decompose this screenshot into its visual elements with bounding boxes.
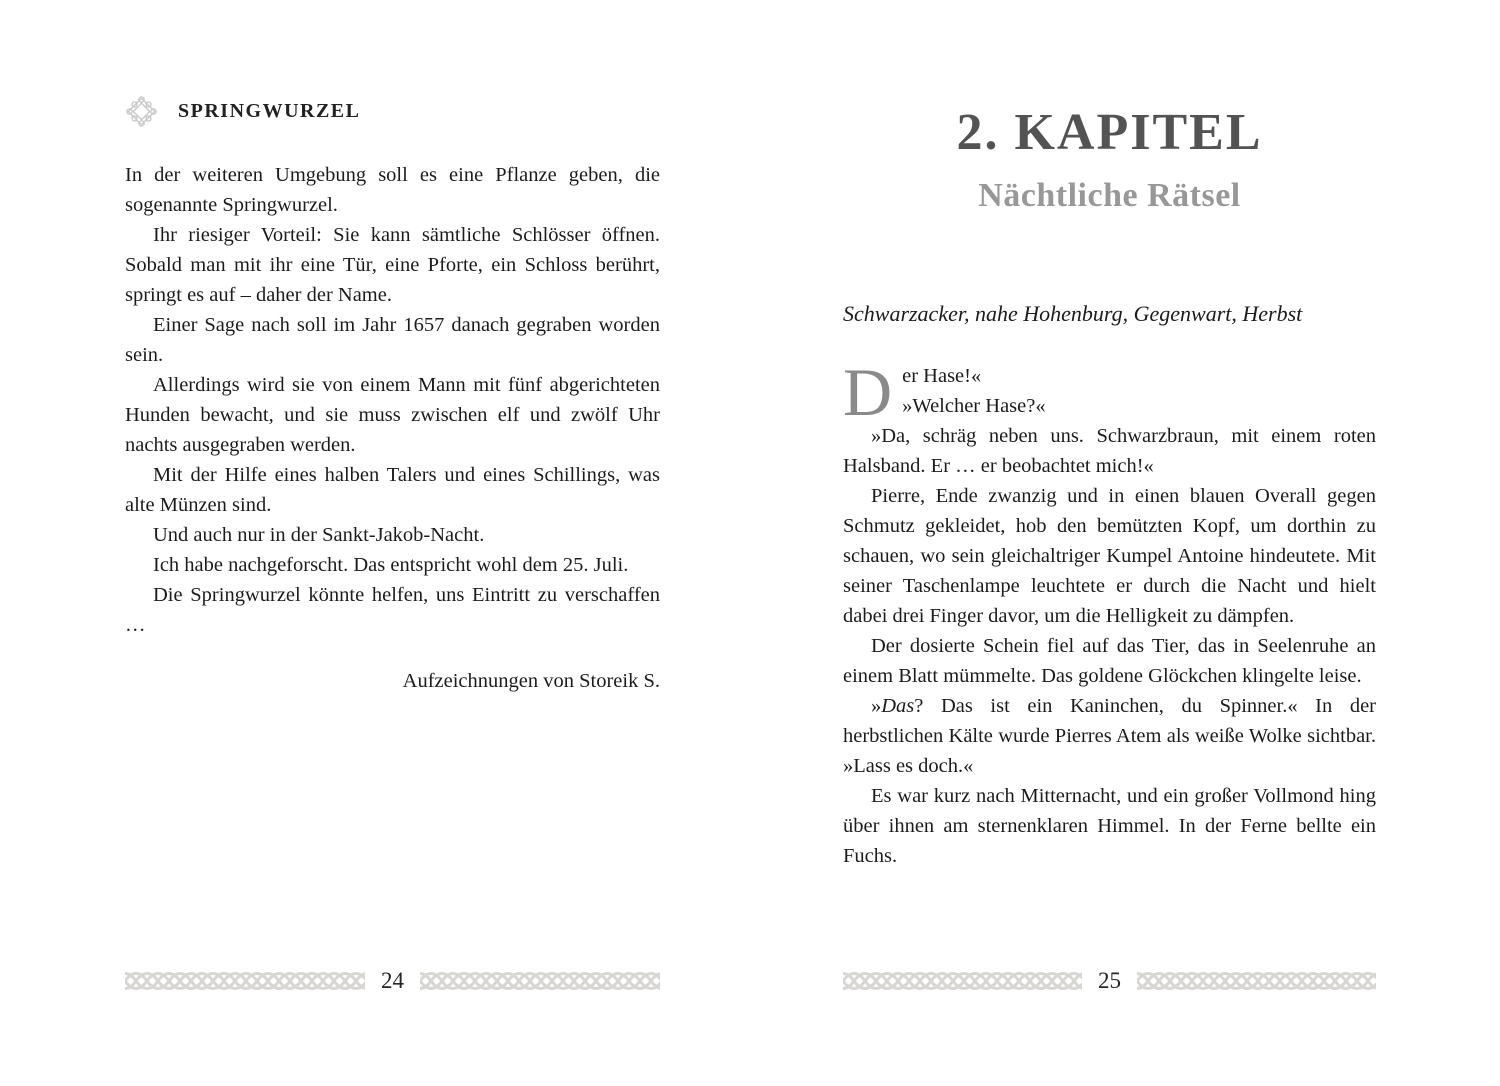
- opening-line-1: er Hase!«: [902, 365, 982, 388]
- right-page: [843, 0, 1376, 1086]
- paragraph: Ihr riesiger Vorteil: Sie kann sämtliche Schlösser öffnen. Sobald man mit ihr eine Tür, eine Pforte, ein Schloss berührt, springt es auf – daher der Name.: [125, 224, 660, 306]
- paragraph: Die Springwurzel könnte helfen, uns Eintritt zu verschaffen …: [125, 584, 660, 636]
- opening-paragraph: [843, 354, 1376, 431]
- braid-chain-ornament: [125, 968, 365, 994]
- left-page-footer: [125, 968, 660, 994]
- paragraph: Der dosierte Schein fiel auf das Tier, das in Seelenruhe an einem Blatt mümmelte. Das goldene Glöckchen klingelte leise.: [843, 635, 1376, 688]
- paragraph: In der weiteren Umgebung soll es eine Pflanze geben, die sogenannte Springwurzel.: [125, 164, 660, 216]
- right-page-footer: [843, 968, 1376, 994]
- braid-chain-ornament: [420, 968, 660, 994]
- drop-cap: D: [843, 354, 893, 431]
- paragraph: »Da, schräg neben uns. Schwarzbraun, mit einem roten Halsband. Er … er beobachtet mich!«: [843, 425, 1376, 478]
- attribution-line: Aufzeichnungen von Storeik S.: [402, 670, 660, 692]
- paragraph: Ich habe nachgeforscht. Das entspricht wohl dem 25. Juli.: [153, 554, 629, 576]
- right-page-paragraphs: [843, 421, 1376, 871]
- paragraph: »Das? Das ist ein Kaninchen, du Spinner.« In der herbstlichen Kälte wurde Pierres Atem als weiße Wolke sichtbar. »Lass es doch.«: [843, 695, 1376, 778]
- running-header: [125, 92, 660, 130]
- left-page: [125, 0, 660, 1086]
- paragraph: Und auch nur in der Sankt-Jakob-Nacht.: [153, 524, 485, 546]
- paragraph: Mit der Hilfe eines halben Talers und eines Schillings, was alte Münzen sind.: [125, 464, 660, 516]
- braid-chain-ornament: [843, 968, 1082, 994]
- page-number-left: 24: [381, 968, 404, 993]
- paragraph: Einer Sage nach soll im Jahr 1657 danach gegraben worden sein.: [125, 314, 660, 366]
- right-page-body: [843, 354, 1376, 871]
- chapter-title: Nächtliche Rätsel: [978, 177, 1241, 215]
- paragraph: Es war kurz nach Mitternacht, und ein großer Vollmond hing über ihnen am sternenklaren Himmel. In der Ferne bellte ein Fuchs.: [843, 785, 1376, 868]
- opening-line-2: »Welcher Hase?«: [902, 395, 1046, 418]
- braid-chain-ornament: [1137, 968, 1376, 994]
- paragraph: Allerdings wird sie von einem Mann mit fünf abgerichteten Hunden bewacht, und sie muss zwischen elf und zwölf Uhr nachts ausgegraben werden.: [125, 374, 660, 456]
- endless-knot-icon: [125, 95, 158, 128]
- running-header-label: SPRINGWURZEL: [178, 99, 361, 122]
- scene-setting-line: Schwarzacker, nahe Hohenburg, Gegenwart, Herbst: [843, 301, 1303, 327]
- paragraph: Pierre, Ende zwanzig und in einen blauen Overall gegen Schmutz gekleidet, hob den bemützten Kopf, um dorthin zu schauen, wo sein gleichaltriger Kumpel Antoine hindeutete. Mit seiner Taschenlampe leuchtete er durch die Nacht und hielt dabei drei Finger davor, um die Helligkeit zu dämpfen.: [843, 485, 1376, 628]
- chapter-number: 2. KAPITEL: [956, 104, 1263, 161]
- page-number-right: 25: [1098, 968, 1121, 993]
- left-page-body: [125, 160, 660, 640]
